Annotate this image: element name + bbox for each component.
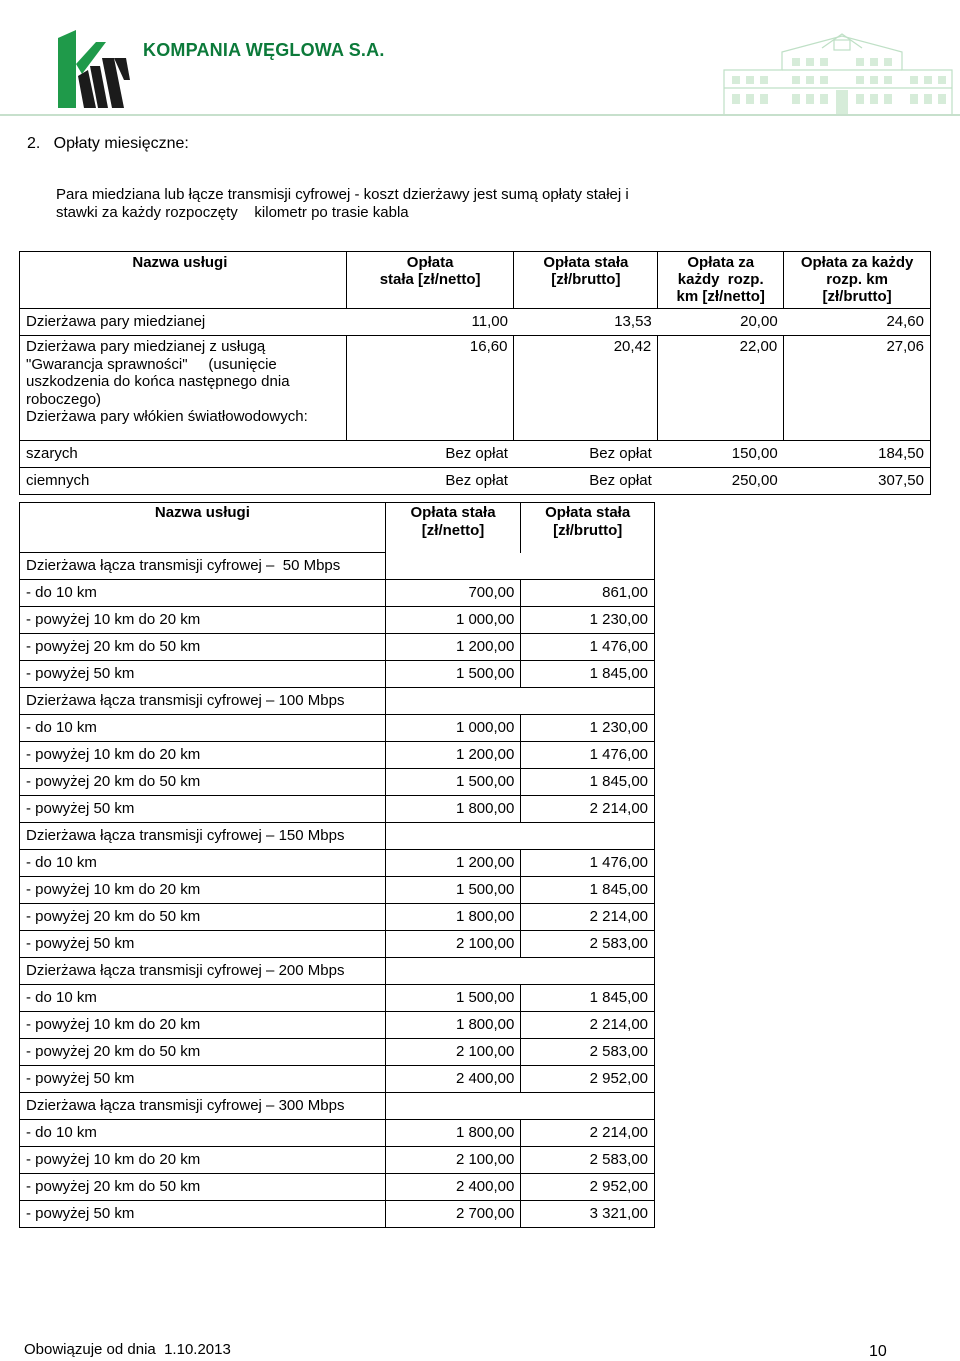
empty-cell [385, 823, 521, 850]
distance-range: - powyżej 20 km do 50 km [20, 769, 386, 796]
fixed-net-value: 700,00 [385, 580, 521, 607]
table-row [20, 309, 931, 336]
fixed-gross-value: 13,53 [514, 309, 658, 336]
table-row [20, 742, 655, 769]
empty-cell [385, 958, 521, 985]
table-row [20, 769, 655, 796]
distance-range: - powyżej 20 km do 50 km [20, 1174, 386, 1201]
table-row [20, 1039, 655, 1066]
header-line: Opłata stała [410, 504, 496, 521]
service-name: szarych [20, 441, 347, 468]
group-title-row [20, 823, 655, 850]
fixed-gross-value: 2 952,00 [521, 1174, 655, 1201]
building-line-art-icon [722, 30, 954, 115]
fixed-net-value: 1 800,00 [385, 1120, 521, 1147]
group-title: Dzierżawa łącza transmisji cyfrowej – 150 Mbps [20, 823, 386, 850]
service-name-line: "Gwarancja sprawności" (usunięcie [26, 355, 277, 373]
distance-range: - powyżej 50 km [20, 1066, 386, 1093]
header-line: Opłata za [687, 254, 755, 271]
fixed-net-value: 11,00 [346, 309, 514, 336]
fixed-net-value: 1 200,00 [385, 742, 521, 769]
distance-range: - powyżej 10 km do 20 km [20, 1147, 386, 1174]
valid-from-note: Obowiązuje od dnia 1.10.2013 [24, 1341, 231, 1358]
group-title: Dzierżawa łącza transmisji cyfrowej – 300 Mbps [20, 1093, 386, 1120]
header-line: km [zł/netto] [676, 288, 765, 305]
table-row [20, 931, 655, 958]
km-gross-value: 24,60 [784, 309, 931, 336]
page-number: 10 [869, 1343, 887, 1360]
fixed-net-value: 1 500,00 [385, 661, 521, 688]
distance-range: - powyżej 10 km do 20 km [20, 1012, 386, 1039]
group-title-row [20, 1093, 655, 1120]
km-net-value: 20,00 [658, 309, 784, 336]
header-km-net [658, 252, 784, 309]
service-name-line: roboczego) [26, 390, 102, 408]
empty-cell [385, 1093, 521, 1120]
table-row [20, 985, 655, 1012]
table-row [20, 1066, 655, 1093]
distance-range: - powyżej 20 km do 50 km [20, 904, 386, 931]
fixed-gross-value: 1 230,00 [521, 607, 655, 634]
group-title: Dzierżawa łącza transmisji cyfrowej – 200 Mbps [20, 958, 386, 985]
distance-range: - do 10 km [20, 850, 386, 877]
fixed-gross-value: 1 845,00 [521, 661, 655, 688]
kw-logo-icon [52, 30, 130, 108]
service-name-line: Dzierżawa pary włókien światłowodowych: [26, 408, 308, 425]
fixed-net-value: 2 400,00 [385, 1066, 521, 1093]
header-service-name: Nazwa usługi [154, 504, 250, 521]
table-row [20, 904, 655, 931]
header-divider [0, 114, 960, 116]
table-header-row [20, 503, 655, 553]
table-row [20, 1147, 655, 1174]
header-fixed-net [385, 503, 521, 553]
distance-range: - do 10 km [20, 985, 386, 1012]
fixed-net-value: 2 100,00 [385, 1147, 521, 1174]
service-name: ciemnych [20, 468, 347, 495]
fixed-net-value: 1 500,00 [385, 877, 521, 904]
km-gross-value: 184,50 [784, 441, 931, 468]
table-row [20, 1201, 655, 1228]
table-row [20, 877, 655, 904]
distance-range: - powyżej 50 km [20, 661, 386, 688]
distance-range: - powyżej 20 km do 50 km [20, 634, 386, 661]
distance-range: - powyżej 10 km do 20 km [20, 742, 386, 769]
fixed-net-value: 1 500,00 [385, 769, 521, 796]
header-line: Opłata stała [543, 254, 629, 271]
service-name: Dzierżawa pary miedzianej [20, 309, 347, 336]
table-row [20, 580, 655, 607]
distance-range: - do 10 km [20, 1120, 386, 1147]
header-fixed-net [346, 252, 514, 309]
fixed-net-value: 16,60 [346, 336, 514, 441]
header-fixed-gross [514, 252, 658, 309]
table-row [20, 850, 655, 877]
intro-line: stawki za każdy rozpoczęty kilometr po trasie kabla [56, 204, 409, 221]
table-row [20, 796, 655, 823]
table-row [20, 1174, 655, 1201]
fixed-net-value: 1 500,00 [385, 985, 521, 1012]
fixed-gross-value: 2 583,00 [521, 1039, 655, 1066]
header-line: [zł/brutto] [553, 522, 623, 539]
table-row [20, 661, 655, 688]
fixed-gross-value: 1 845,00 [521, 769, 655, 796]
fixed-gross-value: 3 321,00 [521, 1201, 655, 1228]
table-row [20, 1012, 655, 1039]
header-line: [zł/brutto] [551, 271, 621, 288]
fixed-gross-value: 1 476,00 [521, 634, 655, 661]
fixed-gross-value: 1 845,00 [521, 877, 655, 904]
header-line: Opłata [406, 254, 454, 271]
header-line: [zł/brutto] [822, 288, 892, 305]
distance-range: - do 10 km [20, 580, 386, 607]
fixed-gross-value: 2 583,00 [521, 1147, 655, 1174]
fixed-gross-value: 2 214,00 [521, 1120, 655, 1147]
intro-paragraph [56, 186, 696, 222]
km-net-value: 22,00 [658, 336, 784, 441]
fixed-net-value: 2 700,00 [385, 1201, 521, 1228]
intro-line: Para miedziana lub łącze transmisji cyfrowej - koszt dzierżawy jest sumą opłaty stałej i [56, 186, 629, 203]
fixed-gross-value: 1 230,00 [521, 715, 655, 742]
header-line: każdy rozp. [677, 271, 764, 288]
fixed-gross-value: 2 214,00 [521, 796, 655, 823]
table-row [20, 441, 931, 468]
section-heading: 2. Opłaty miesięczne: [27, 135, 189, 152]
service-name-line: Dzierżawa pary miedzianej z usługą [26, 338, 266, 355]
service-name-line: uszkodzenia do końca następnego dnia [26, 373, 290, 390]
empty-cell [521, 1093, 655, 1120]
header-fixed-gross [521, 503, 655, 553]
group-title-row [20, 688, 655, 715]
fixed-gross-value: Bez opłat [514, 468, 658, 495]
empty-cell [521, 958, 655, 985]
group-title: Dzierżawa łącza transmisji cyfrowej – 100 Mbps [20, 688, 386, 715]
header-line: Opłata stała [545, 504, 631, 521]
fixed-net-value: 1 000,00 [385, 607, 521, 634]
km-gross-value: 27,06 [784, 336, 931, 441]
fixed-net-value: Bez opłat [346, 441, 514, 468]
fixed-gross-value: Bez opłat [514, 441, 658, 468]
fixed-net-value: 2 400,00 [385, 1174, 521, 1201]
distance-range: - powyżej 50 km [20, 1201, 386, 1228]
empty-cell [521, 688, 655, 715]
company-name: KOMPANIA WĘGLOWA S.A. [143, 40, 385, 60]
fixed-gross-value: 2 583,00 [521, 931, 655, 958]
fixed-net-value: 2 100,00 [385, 931, 521, 958]
header-line: Opłata za każdy [800, 254, 914, 271]
table-row [20, 634, 655, 661]
table-row [20, 715, 655, 742]
km-net-value: 150,00 [658, 441, 784, 468]
fixed-net-value: Bez opłat [346, 468, 514, 495]
fixed-gross-value: 1 845,00 [521, 985, 655, 1012]
distance-range: - powyżej 50 km [20, 796, 386, 823]
fixed-gross-value: 1 476,00 [521, 742, 655, 769]
fixed-net-value: 1 200,00 [385, 850, 521, 877]
fixed-gross-value: 2 952,00 [521, 1066, 655, 1093]
table-row [20, 1120, 655, 1147]
fixed-gross-value: 2 214,00 [521, 904, 655, 931]
digital-link-fee-table [19, 502, 655, 1228]
fixed-gross-value: 20,42 [514, 336, 658, 441]
group-title: Dzierżawa łącza transmisji cyfrowej – 50 Mbps [20, 553, 386, 580]
km-gross-value: 307,50 [784, 468, 931, 495]
header-service-name: Nazwa usługi [132, 254, 228, 271]
distance-range: - do 10 km [20, 715, 386, 742]
fixed-gross-value: 1 476,00 [521, 850, 655, 877]
service-name [20, 336, 347, 441]
fixed-net-value: 1 200,00 [385, 634, 521, 661]
km-net-value: 250,00 [658, 468, 784, 495]
empty-cell [521, 553, 655, 580]
fixed-gross-value: 2 214,00 [521, 1012, 655, 1039]
table-row [20, 468, 931, 495]
table-row [20, 607, 655, 634]
copper-pair-fee-table [19, 251, 931, 495]
header-line: [zł/netto] [421, 522, 485, 539]
distance-range: - powyżej 10 km do 20 km [20, 877, 386, 904]
fixed-net-value: 2 100,00 [385, 1039, 521, 1066]
distance-range: - powyżej 50 km [20, 931, 386, 958]
distance-range: - powyżej 10 km do 20 km [20, 607, 386, 634]
group-title-row [20, 958, 655, 985]
table-row [20, 336, 931, 441]
group-title-row [20, 553, 655, 580]
fixed-net-value: 1 000,00 [385, 715, 521, 742]
empty-cell [385, 553, 521, 580]
empty-cell [521, 823, 655, 850]
header-km-gross [784, 252, 931, 309]
fixed-net-value: 1 800,00 [385, 796, 521, 823]
header-line: stała [zł/netto] [379, 271, 481, 288]
fixed-net-value: 1 800,00 [385, 904, 521, 931]
distance-range: - powyżej 20 km do 50 km [20, 1039, 386, 1066]
fixed-gross-value: 861,00 [521, 580, 655, 607]
fixed-net-value: 1 800,00 [385, 1012, 521, 1039]
header-line: rozp. km [826, 271, 888, 288]
empty-cell [385, 688, 521, 715]
table-header-row [20, 252, 931, 309]
